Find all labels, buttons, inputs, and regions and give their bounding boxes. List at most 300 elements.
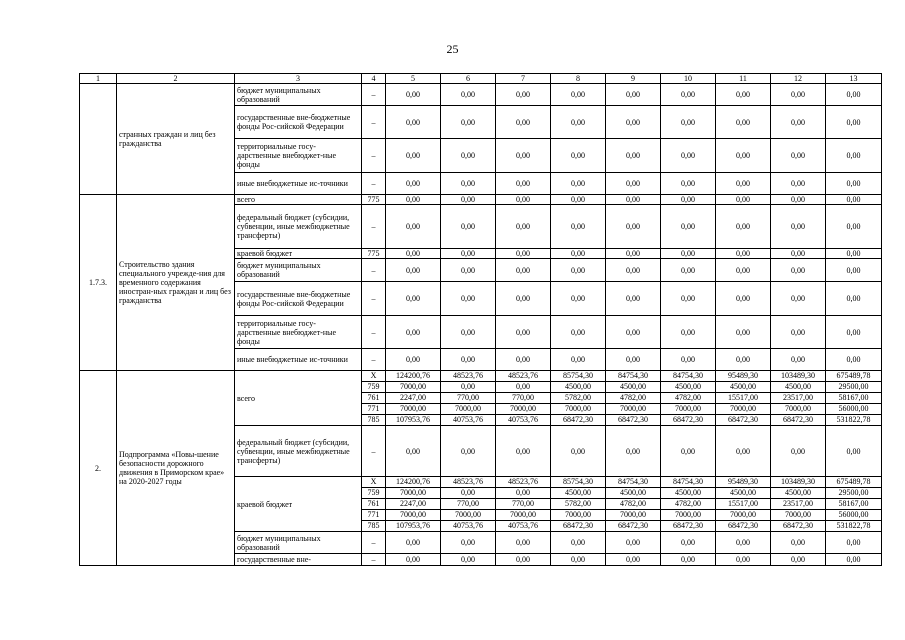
value-line: 7000,00 — [606, 510, 660, 521]
value-line: 29500,00 — [826, 382, 881, 393]
value-line: 58167,00 — [826, 499, 881, 510]
value-line: 68472,30 — [673, 415, 703, 424]
value-cell: 0,00 — [496, 554, 551, 566]
budget-code: – — [362, 554, 386, 566]
value-line: 40753,76 — [508, 521, 538, 530]
value-cell: 0,00 — [771, 173, 826, 195]
value-line: 770,00 — [441, 393, 495, 404]
value-cell: 0,00 — [386, 195, 441, 205]
value-cell: 0,00 — [716, 195, 771, 205]
funding-source: иные внебюджетные ис-точники — [235, 173, 362, 195]
value-line: 4782,00 — [606, 499, 660, 510]
value-cell: 0,00 — [551, 532, 606, 554]
value-cell: 0,00 — [386, 554, 441, 566]
value-line: 7000,00 — [661, 404, 715, 415]
value-line: 84754,30 — [606, 371, 660, 382]
value-line: 5782,00 — [551, 499, 605, 510]
budget-code: – — [362, 139, 386, 173]
value-line: 68472,30 — [783, 415, 813, 424]
budget-code-line: 785 — [367, 521, 380, 530]
funding-source: государственные вне-бюджетные фонды Рос-сийской Федерации — [235, 106, 362, 139]
value-line: 85754,30 — [551, 477, 605, 488]
value-line: 531822,78 — [836, 415, 871, 424]
header-row — [80, 74, 882, 84]
value-cell: 0,00 — [661, 554, 716, 566]
value-cell: 0,00 — [606, 349, 661, 371]
budget-code-line: 771 — [362, 510, 385, 521]
value-cell: 0,00 — [386, 249, 441, 259]
value-line: 7000,00 — [551, 404, 605, 415]
value-cell — [826, 477, 882, 532]
budget-code: – — [362, 349, 386, 371]
value-cell: 0,00 — [386, 426, 441, 477]
value-cell: 0,00 — [551, 282, 606, 316]
table-row — [80, 84, 882, 106]
value-line: 84754,30 — [606, 477, 660, 488]
value-cell — [661, 477, 716, 532]
value-cell: 0,00 — [716, 532, 771, 554]
value-line: 95489,30 — [716, 477, 770, 488]
value-line: 68472,30 — [673, 521, 703, 530]
value-line: 4500,00 — [716, 488, 770, 499]
value-cell — [606, 477, 661, 532]
value-cell: 0,00 — [826, 316, 882, 349]
value-cell: 0,00 — [551, 139, 606, 173]
value-line: 4500,00 — [661, 382, 715, 393]
value-cell: 0,00 — [716, 316, 771, 349]
value-cell: 0,00 — [661, 195, 716, 205]
funding-source: всего — [235, 195, 362, 205]
value-line: 0,00 — [441, 382, 495, 393]
value-cell: 0,00 — [386, 259, 441, 282]
page-number: 25 — [446, 42, 459, 56]
value-line: 531822,78 — [836, 521, 871, 530]
value-line: 7000,00 — [496, 404, 550, 415]
value-cell: 0,00 — [441, 205, 496, 249]
value-cell: 0,00 — [496, 84, 551, 106]
value-cell: 0,00 — [771, 259, 826, 282]
value-line: 7000,00 — [606, 404, 660, 415]
budget-code-line: 785 — [367, 415, 380, 424]
value-cell: 0,00 — [496, 532, 551, 554]
value-cell: 0,00 — [716, 173, 771, 195]
value-line: 68472,30 — [618, 521, 648, 530]
value-line: 7000,00 — [386, 404, 440, 415]
value-line: 85754,30 — [551, 371, 605, 382]
budget-code-line: 759 — [362, 382, 385, 393]
value-cell: 0,00 — [551, 426, 606, 477]
value-cell: 0,00 — [771, 195, 826, 205]
value-line: 68472,30 — [563, 415, 593, 424]
value-cell: 0,00 — [551, 106, 606, 139]
budget-code — [362, 477, 386, 532]
column-header: 6 — [441, 74, 496, 84]
value-line: 56000,00 — [826, 404, 881, 415]
value-cell: 0,00 — [661, 426, 716, 477]
value-cell: 0,00 — [826, 426, 882, 477]
value-line: 770,00 — [496, 393, 550, 404]
budget-code-line: 771 — [362, 404, 385, 415]
value-cell — [551, 477, 606, 532]
value-line: 68472,30 — [783, 521, 813, 530]
value-line: 84754,30 — [661, 371, 715, 382]
value-line: 48523,76 — [496, 477, 550, 488]
value-cell: 0,00 — [826, 249, 882, 259]
value-cell — [771, 371, 826, 426]
value-cell: 0,00 — [661, 84, 716, 106]
value-cell: 0,00 — [606, 205, 661, 249]
value-cell: 0,00 — [496, 249, 551, 259]
value-cell: 0,00 — [826, 84, 882, 106]
funding-source: краевой бюджет — [235, 249, 362, 259]
value-cell: 0,00 — [441, 316, 496, 349]
value-line: 48523,76 — [441, 371, 495, 382]
value-line: 4500,00 — [551, 382, 605, 393]
value-cell: 0,00 — [716, 106, 771, 139]
value-line: 68472,30 — [563, 521, 593, 530]
value-cell: 0,00 — [606, 195, 661, 205]
value-line: 675489,78 — [826, 371, 881, 382]
value-cell: 0,00 — [606, 139, 661, 173]
value-cell: 0,00 — [716, 426, 771, 477]
value-cell: 0,00 — [661, 349, 716, 371]
value-cell: 0,00 — [606, 426, 661, 477]
column-header: 13 — [826, 74, 882, 84]
value-cell: 0,00 — [826, 532, 882, 554]
value-cell: 0,00 — [551, 84, 606, 106]
value-cell: 0,00 — [661, 173, 716, 195]
value-cell: 0,00 — [496, 173, 551, 195]
value-line: 0,00 — [496, 382, 550, 393]
value-cell: 0,00 — [661, 205, 716, 249]
value-cell — [771, 477, 826, 532]
value-line: 4500,00 — [771, 488, 825, 499]
column-header: 5 — [386, 74, 441, 84]
value-line: 58167,00 — [826, 393, 881, 404]
value-cell: 0,00 — [441, 259, 496, 282]
value-line: 103489,30 — [771, 371, 825, 382]
value-line: 7000,00 — [716, 510, 770, 521]
value-cell: 0,00 — [771, 554, 826, 566]
value-line: 5782,00 — [551, 393, 605, 404]
value-cell: 0,00 — [386, 106, 441, 139]
budget-code: – — [362, 205, 386, 249]
item-name: Подпрограмма «Повы-шение безопасности дорожного движения в Приморском крае» на 2020-2027 годы — [117, 371, 235, 566]
value-line: 4500,00 — [606, 488, 660, 499]
value-cell: 0,00 — [716, 139, 771, 173]
item-name: Строительство здания специального учрежде-ния для временного содержания иностран-ных граждан и лиц без гражданства — [117, 195, 235, 371]
value-cell: 0,00 — [441, 173, 496, 195]
value-cell: 0,00 — [606, 249, 661, 259]
value-line: 0,00 — [441, 488, 495, 499]
budget-code-line: 761 — [362, 499, 385, 510]
budget-code — [362, 371, 386, 426]
value-cell: 0,00 — [496, 106, 551, 139]
funding-source: государственные вне- — [235, 554, 362, 566]
value-cell: 0,00 — [441, 554, 496, 566]
item-number: 2. — [80, 371, 117, 566]
value-cell: 0,00 — [496, 205, 551, 249]
value-cell: 0,00 — [771, 316, 826, 349]
value-cell: 0,00 — [386, 316, 441, 349]
funding-source: иные внебюджетные ис-точники — [235, 349, 362, 371]
value-cell: 0,00 — [606, 173, 661, 195]
item-number: 1.7.3. — [80, 195, 117, 371]
budget-code: – — [362, 532, 386, 554]
value-line: 4782,00 — [661, 499, 715, 510]
budget-code: – — [362, 84, 386, 106]
value-cell — [496, 371, 551, 426]
budget-code: – — [362, 426, 386, 477]
value-line: 7000,00 — [386, 510, 440, 521]
value-cell: 0,00 — [441, 349, 496, 371]
value-line: 68472,30 — [728, 415, 758, 424]
value-cell — [441, 371, 496, 426]
value-line: 7000,00 — [441, 404, 495, 415]
value-cell: 0,00 — [496, 426, 551, 477]
value-line: 40753,76 — [453, 415, 483, 424]
value-cell: 0,00 — [826, 139, 882, 173]
value-cell: 0,00 — [606, 259, 661, 282]
value-line: 7000,00 — [661, 510, 715, 521]
value-cell: 0,00 — [661, 532, 716, 554]
funding-source: бюджет муниципальных образований — [235, 532, 362, 554]
value-cell — [826, 371, 882, 426]
value-cell: 0,00 — [496, 139, 551, 173]
value-cell: 0,00 — [551, 195, 606, 205]
value-cell: 0,00 — [771, 106, 826, 139]
column-header: 11 — [716, 74, 771, 84]
value-line: 15517,00 — [716, 393, 770, 404]
value-cell: 0,00 — [826, 554, 882, 566]
funding-source: территориальные госу-дарственные внебюджет-ные фонды — [235, 139, 362, 173]
value-cell: 0,00 — [716, 554, 771, 566]
value-cell: 0,00 — [606, 282, 661, 316]
value-cell — [716, 477, 771, 532]
value-line: 4500,00 — [716, 382, 770, 393]
value-line: 107953,76 — [396, 521, 430, 530]
value-cell — [441, 477, 496, 532]
budget-code-line: 759 — [362, 488, 385, 499]
value-line: 4500,00 — [661, 488, 715, 499]
budget-code-line: 761 — [362, 393, 385, 404]
value-line: 84754,30 — [661, 477, 715, 488]
value-line: 95489,30 — [716, 371, 770, 382]
budget-code-line: X — [362, 371, 385, 382]
value-cell: 0,00 — [826, 106, 882, 139]
value-cell: 0,00 — [826, 205, 882, 249]
value-cell: 0,00 — [826, 349, 882, 371]
value-line: 48523,76 — [441, 477, 495, 488]
value-cell: 0,00 — [661, 316, 716, 349]
value-cell: 0,00 — [771, 139, 826, 173]
funding-source: территориальные госу-дарственные внебюджет-ные фонды — [235, 316, 362, 349]
value-cell: 0,00 — [771, 249, 826, 259]
value-cell: 0,00 — [386, 532, 441, 554]
value-line: 4500,00 — [606, 382, 660, 393]
value-line: 7000,00 — [386, 382, 440, 393]
value-cell: 0,00 — [386, 205, 441, 249]
value-cell: 0,00 — [716, 249, 771, 259]
funding-source: государственные вне-бюджетные фонды Рос-сийской Федерации — [235, 282, 362, 316]
value-cell: 0,00 — [716, 205, 771, 249]
column-header: 2 — [117, 74, 235, 84]
funding-source: федеральный бюджет (субсидии, субвенции, иные межбюджетные трансферты) — [235, 205, 362, 249]
value-line: 23517,00 — [771, 499, 825, 510]
column-header: 8 — [551, 74, 606, 84]
value-cell: 0,00 — [386, 349, 441, 371]
value-line: 23517,00 — [771, 393, 825, 404]
value-cell: 0,00 — [496, 282, 551, 316]
value-cell: 0,00 — [496, 259, 551, 282]
column-header: 10 — [661, 74, 716, 84]
value-cell: 0,00 — [716, 349, 771, 371]
value-line: 770,00 — [441, 499, 495, 510]
budget-code: 775 — [362, 195, 386, 205]
value-line: 2247,00 — [386, 393, 440, 404]
column-header: 7 — [496, 74, 551, 84]
value-cell: 0,00 — [771, 205, 826, 249]
value-cell: 0,00 — [386, 84, 441, 106]
value-line: 4500,00 — [771, 382, 825, 393]
value-cell — [551, 371, 606, 426]
value-line: 675489,78 — [826, 477, 881, 488]
value-cell: 0,00 — [551, 554, 606, 566]
value-cell — [386, 477, 441, 532]
value-line: 770,00 — [496, 499, 550, 510]
value-cell: 0,00 — [606, 84, 661, 106]
value-cell: 0,00 — [771, 84, 826, 106]
value-cell: 0,00 — [551, 316, 606, 349]
value-cell: 0,00 — [496, 316, 551, 349]
value-cell: 0,00 — [441, 532, 496, 554]
value-cell — [386, 371, 441, 426]
column-header: 12 — [771, 74, 826, 84]
value-cell: 0,00 — [441, 139, 496, 173]
value-cell: 0,00 — [716, 259, 771, 282]
funding-source: федеральный бюджет (субсидии, субвенции, иные межбюджетные трансферты) — [235, 426, 362, 477]
value-line: 103489,30 — [771, 477, 825, 488]
value-cell: 0,00 — [826, 195, 882, 205]
value-line: 7000,00 — [386, 488, 440, 499]
value-line: 107953,76 — [396, 415, 430, 424]
value-cell — [716, 371, 771, 426]
value-line: 2247,00 — [386, 499, 440, 510]
value-line: 40753,76 — [508, 415, 538, 424]
value-line: 7000,00 — [441, 510, 495, 521]
table-body — [80, 74, 882, 566]
value-cell: 0,00 — [551, 259, 606, 282]
value-line: 29500,00 — [826, 488, 881, 499]
value-cell: 0,00 — [496, 195, 551, 205]
value-line: 48523,76 — [496, 371, 550, 382]
value-cell: 0,00 — [716, 282, 771, 316]
budget-code-line: X — [362, 477, 385, 488]
value-cell: 0,00 — [441, 426, 496, 477]
budget-code: – — [362, 316, 386, 349]
value-cell: 0,00 — [771, 349, 826, 371]
funding-source: всего — [235, 371, 362, 426]
value-cell: 0,00 — [386, 173, 441, 195]
budget-code: – — [362, 259, 386, 282]
value-cell: 0,00 — [826, 259, 882, 282]
budget-table — [79, 73, 882, 566]
budget-code: – — [362, 282, 386, 316]
value-cell: 0,00 — [496, 349, 551, 371]
funding-source: бюджет муниципальных образований — [235, 84, 362, 106]
budget-code: 775 — [362, 249, 386, 259]
budget-code: – — [362, 106, 386, 139]
budget-code: – — [362, 173, 386, 195]
value-line: 7000,00 — [551, 510, 605, 521]
value-line: 15517,00 — [716, 499, 770, 510]
value-cell: 0,00 — [771, 532, 826, 554]
value-cell: 0,00 — [606, 316, 661, 349]
value-cell — [661, 371, 716, 426]
value-cell — [496, 477, 551, 532]
value-cell: 0,00 — [441, 106, 496, 139]
value-cell: 0,00 — [661, 282, 716, 316]
value-cell: 0,00 — [661, 139, 716, 173]
value-line: 4782,00 — [661, 393, 715, 404]
value-line: 4782,00 — [606, 393, 660, 404]
funding-source: бюджет муниципальных образований — [235, 259, 362, 282]
value-line: 68472,30 — [618, 415, 648, 424]
value-cell: 0,00 — [386, 139, 441, 173]
value-cell: 0,00 — [551, 205, 606, 249]
value-cell: 0,00 — [551, 173, 606, 195]
column-header: 4 — [362, 74, 386, 84]
item-number — [80, 84, 117, 195]
value-cell: 0,00 — [441, 84, 496, 106]
value-line: 40753,76 — [453, 521, 483, 530]
value-cell: 0,00 — [606, 106, 661, 139]
value-cell: 0,00 — [826, 282, 882, 316]
value-line: 7000,00 — [496, 510, 550, 521]
value-cell: 0,00 — [606, 554, 661, 566]
value-line: 7000,00 — [771, 510, 825, 521]
value-line: 124200,76 — [386, 371, 440, 382]
value-cell: 0,00 — [551, 249, 606, 259]
value-cell: 0,00 — [386, 282, 441, 316]
value-line: 68472,30 — [728, 521, 758, 530]
column-header: 9 — [606, 74, 661, 84]
value-cell: 0,00 — [441, 195, 496, 205]
table-row — [80, 195, 882, 205]
value-cell: 0,00 — [661, 249, 716, 259]
value-cell: 0,00 — [441, 249, 496, 259]
value-cell: 0,00 — [551, 349, 606, 371]
value-line: 124200,76 — [386, 477, 440, 488]
value-line: 7000,00 — [716, 404, 770, 415]
value-line: 4500,00 — [551, 488, 605, 499]
value-cell: 0,00 — [716, 84, 771, 106]
funding-source: краевой бюджет — [235, 477, 362, 532]
value-cell: 0,00 — [441, 282, 496, 316]
value-cell — [606, 371, 661, 426]
value-cell: 0,00 — [661, 259, 716, 282]
value-cell: 0,00 — [771, 426, 826, 477]
value-line: 0,00 — [496, 488, 550, 499]
value-cell: 0,00 — [771, 282, 826, 316]
item-name: странных граждан и лиц без гражданства — [117, 84, 235, 195]
value-line: 7000,00 — [771, 404, 825, 415]
column-header: 3 — [235, 74, 362, 84]
value-cell: 0,00 — [606, 532, 661, 554]
value-cell: 0,00 — [826, 173, 882, 195]
value-line: 56000,00 — [826, 510, 881, 521]
column-header: 1 — [80, 74, 117, 84]
